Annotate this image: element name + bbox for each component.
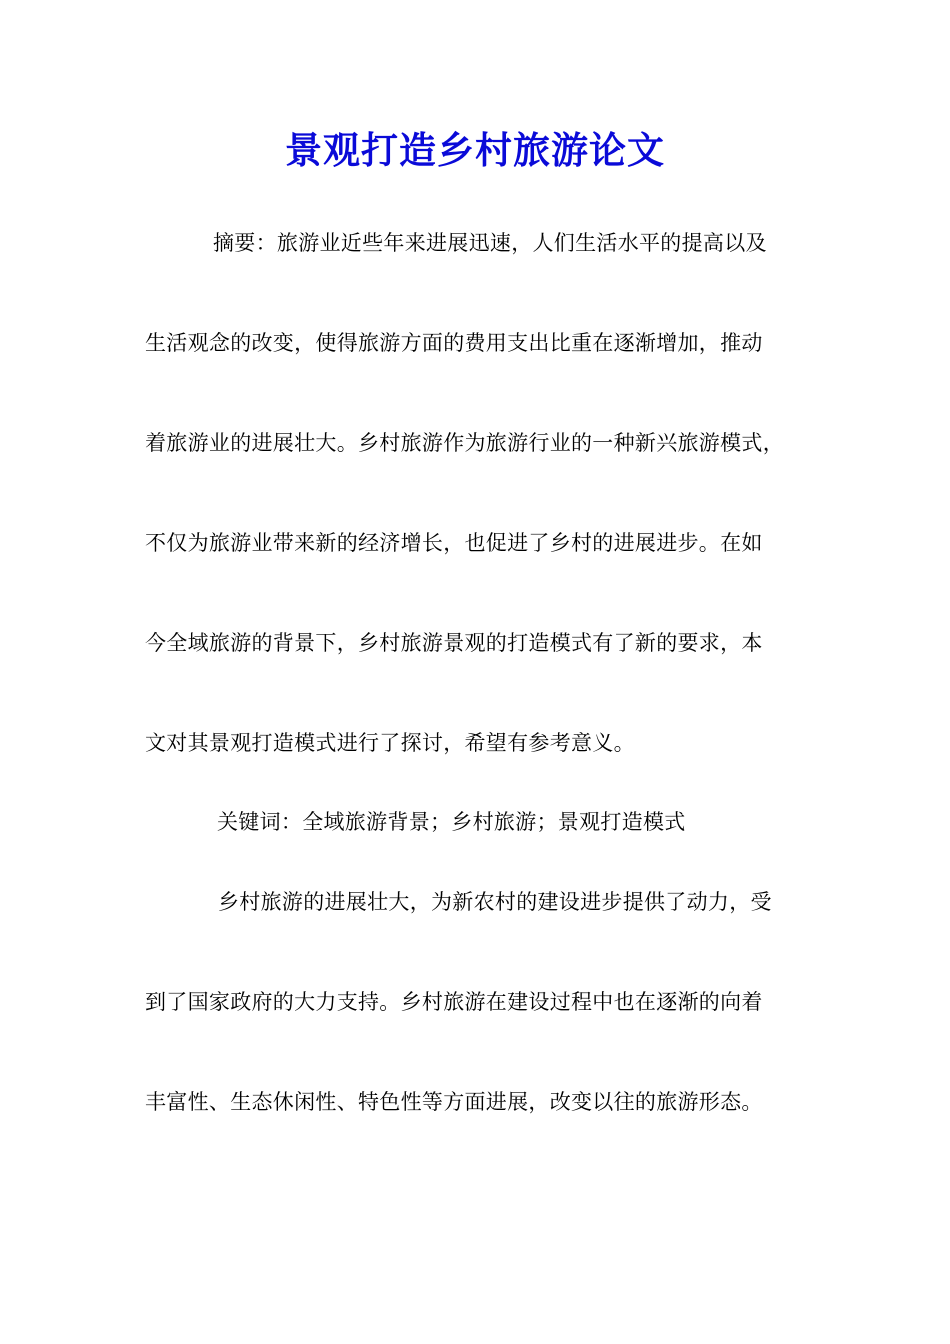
body-line-1: 乡村旅游的进展壮大，为新农村的建设进步提供了动力，受 — [218, 890, 772, 914]
document-title: 景观打造乡村旅游论文 — [285, 128, 665, 172]
abstract-line-6: 文对其景观打造模式进行了探讨，希望有参考意义。 — [145, 731, 635, 755]
abstract-line-3: 着旅游业的进展壮大。乡村旅游作为旅游行业的一种新兴旅游模式， — [145, 431, 784, 455]
keywords-line: 关键词：全域旅游背景；乡村旅游；景观打造模式 — [217, 810, 686, 834]
abstract-line-1: 摘要：旅游业近些年来进展迅速，人们生活水平的提高以及 — [213, 231, 767, 255]
abstract-line-2: 生活观念的改变，使得旅游方面的费用支出比重在逐渐增加，推动 — [145, 331, 763, 355]
abstract-line-4: 不仅为旅游业带来新的经济增长，也促进了乡村的进展进步。在如 — [145, 531, 763, 555]
body-line-3: 丰富性、生态休闲性、特色性等方面进展，改变以往的旅游形态。 — [145, 1090, 763, 1114]
abstract-line-5: 今全域旅游的背景下，乡村旅游景观的打造模式有了新的要求，本 — [145, 631, 763, 655]
body-line-2: 到了国家政府的大力支持。乡村旅游在建设过程中也在逐渐的向着 — [145, 990, 763, 1014]
